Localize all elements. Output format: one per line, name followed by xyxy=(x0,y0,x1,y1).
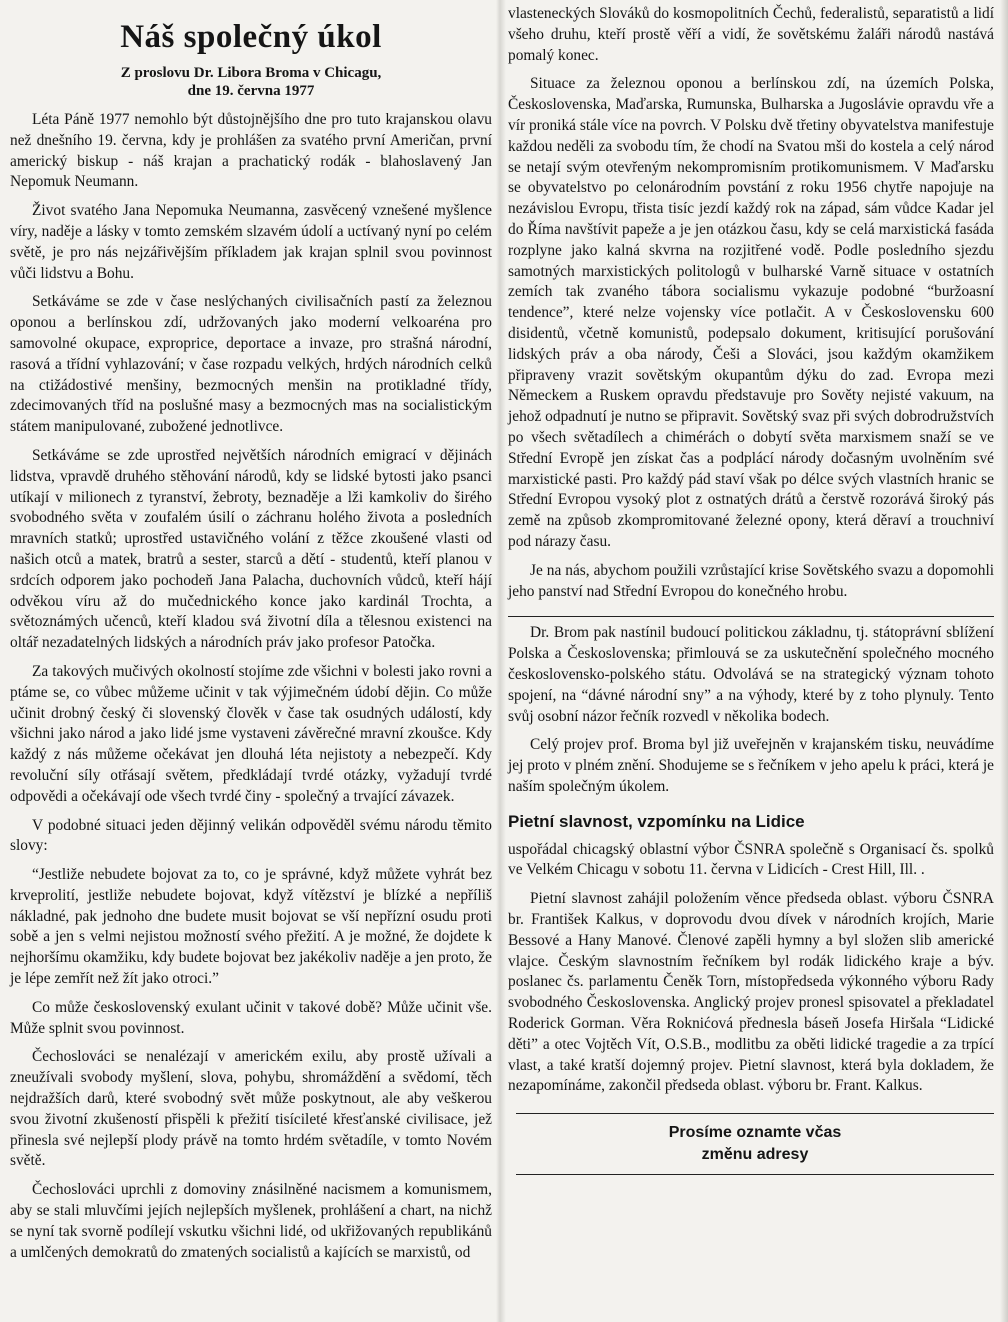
left-paragraph: Život svatého Jana Nepomuka Neumanna, zasvěcený vznešené myšlence víry, naděje a lásky v tomto zemském slzavém údolí a uctívaný nyní po celém světě, je pro nás nejzářivějším příkladem jak krajan splnil svou povinnost vůči lidstvu a Bohu. xyxy=(10,202,492,282)
subtitle-line-1: Z proslovu Dr. Libora Broma v Chicagu, xyxy=(120,65,382,81)
left-column xyxy=(10,14,492,1271)
summary-paragraph: Celý projev prof. Broma byl již uveřejněn v krajanském tisku, neuvádíme jej proto v plném znění. Shodujeme se s řečníkem v jeho apelu k práci, která je naším společným úkolem. xyxy=(508,736,994,795)
edge-shadow xyxy=(1000,0,1008,1322)
article-subtitle xyxy=(10,64,492,100)
left-paragraph: Setkáváme se zde v čase neslýchaných civilisačních pastí za železnou oponou a berlínskou zdí, udržovaných jako moderní velkoaréna pro samovolné okupace, exproprice, deportace a invaze, pro strašná národní, rasová a třídní vyhlazování; v čase rozpadu velkých, hrdých národních celků na ctižádostivé menšiny, bezmocných menšin na protikladné třídy, zdecimovaných tříd na poslušné masy a bezmocných mas na socialistickým státem manipulované, zubožené jednotlivce. xyxy=(10,293,492,436)
quote-paragraph: “Jestliže nebudete bojovat za to, co je správné, když můžete vyhrát bez krveprolití, jestliže nebudete bojovat, když vítězství je blízké a nepříliš nákladné, pak jednoho dne budete musit bojovat se vší nepřízní osudu proti sobě a jen s velmi nejistou možností svého přežití. A je možné, že dojdete k nejhoršímu okamžiku, kdy budete bojovat bez jakékoliv naděje a jen proto, že je lépe zemřít než žít jako otroci.” xyxy=(10,866,492,988)
right-column xyxy=(508,4,994,1175)
left-paragraph: Za takových mučivých okolností stojíme zde všichni v bolesti jako rovni a ptáme se, co vůbec můžeme učinit v tak výjimečném údobí dějin. Co může učinit drobný český či slovenský člověk v čase tak osudných událostí, kdy všichni jako národ a jako lidé jsme vystaveni závěrečné mravní zkoušce. Kdy každý z nás můžeme očekávat jen dlouhá léta nejistoty a nebezpečí. Kdy revoluční síly otřásají světem, předkládají tvrdé otázky, vyžadují tvrdé odpovědi a očekávají ode všech tvrdé činy - společný a trvající závazek. xyxy=(10,662,492,805)
notice-line-2: změnu adresy xyxy=(701,1146,809,1164)
right-paragraph: Je na nás, abychom použili vzrůstající krise Sovětského svazu a dopomohli jeho panství nad Střední Evropou do konečného hrobu. xyxy=(508,561,994,600)
left-paragraph: Čechoslováci se nenalézají v americkém exilu, aby prostě užívali a zneužívali svobody myšlení, slova, pohybu, shromáždění a svědomí, těch nejdražších darů, které svobodný svět může poskytnout, ale aby veškerou svou životní zkušeností přispěli k přežití tisícileté křesťanské civilisace, jež přinesla své nejlepší plody právě na tomto hrdém světadíle, v tomto Novém světě. xyxy=(10,1048,492,1170)
article-title: Náš společný úkol xyxy=(120,19,382,55)
left-paragraph: Setkáváme se zde uprostřed největších národních emigrací v dějinách lidstva, vpravdě druhého stěhování národů, kdy se lidské bytosti jako psanci utíkají v milionech z tyranství, žebroty, beznaděje a lži kamkoliv do širého svobodného světa v zoufalém úsilí o záchranu holého života a posledních mravních statků; uprostřed ustavičného volání z těžce zkoušené vlasti od našich otců a matek, bratrů a sester, starců a dětí - studentů, kteří planou v srdcích odporem jako pochodeň Jana Palacha, duchovních vůdců, kteří hájí odvěkou víru až do mučednického konce jako kardinál Trochta, a světoznámých učenců, kteří kladou svá životní díla a tělesnou existenci na oltář nezadatelných lidských a národních práv jako profesor Patočka. xyxy=(10,446,492,652)
notice-line-1: Prosíme oznamte včas xyxy=(668,1124,842,1142)
gutter-shadow xyxy=(496,0,506,1322)
left-paragraph: Co může československý exulant učinit v takové době? Může učinit vše. Může splnit svou povinnost. xyxy=(10,998,492,1037)
section-divider xyxy=(508,616,994,617)
subtitle-line-2: dne 19. června 1977 xyxy=(187,83,315,99)
left-paragraph: V podobné situaci jeden dějinný velikán odpověděl svému národu těmito slovy: xyxy=(10,816,492,855)
lidice-heading: Pietní slavnost, vzpomínku na Lidice xyxy=(508,811,805,831)
right-paragraph: Situace za železnou oponou a berlínskou zdí, na územích Polska, Československa, Maďarska, Rumunska, Bulharska a Jugoslávie opravdu vře a vír proniká stále více na povrch. V Polsku dvě třetiny obyvatelstva manifestuje každou neděli za svobodu tím, že chodí na Svatou mši do kostela a celý národ se netají svým otevřeným nekompromisním protikomunismem. V Maďarsku se obyvatelstvo po celonárodním povstání z roku 1956 chytře napojuje na nezávislou Evropu, třista tisíc jezdí každý rok na západ, sám vůdce Kadar jel do Říma navštívit papeže a je jen otázkou času, kdy se celá marxistická fasáda rozplyne jako kalná skvrna na rozjitřené vodě. Podle posledního sjezdu samotných marxistických politologů v bulharské Varně situace v ostatních zemích tak zvaného tábora socialismu vykazuje podobné “buržoasní tendence”, které nelze vojensky více potlačit. A v Československu 600 disidentů, včetně komunistů, podepsalo dokument, kritisující porušování lidských práv a oba národy, Češi a Slováci, jsou každým okamžikem připraveny vrazit sovětským okupantům dýku do zad. Evropa mezi Německem a Ruskem opravdu představuje pro Sověty nejisté vakuum, na jehož odpadnutí je nutno se připravit. Sovětský svaz při svých dobrodružstvích po všech světadílech a chimérách o dobytí světa marxismem snaží se ve Střední Evropě jen získat čas a podplácí národy dočasným uvolněním své marxistické pasti. Pro každý pád staví však po délce svých vlastních hranic se Střední Evropou vysoký plot z ostnatých drátů a čerstvě rozorává široký pás země na způsob zkompromitované železné opony, která děraví a trouchniví pod nárazy času. xyxy=(508,75,994,550)
left-paragraph: Čechoslováci uprchli z domoviny znásilněné nacismem a komunismem, aby se stali mluvčími jejích nejlepších myšlenek, prohlášení a chart, na nichž se nyní tak svorně podílejí vskutku všichni lidé, od ukřižovaných republikánů a umlčených demokratů do zmatených socialistů a kajících se marxistů, od xyxy=(10,1181,492,1261)
continued-paragraph: vlasteneckých Slováků do kosmopolitních Čechů, federalistů, separatistů a lidí všeho druhu, kteří prostě věří a vidí, že sovětskému žaláři národů nastává pomalý konec. xyxy=(508,5,994,64)
lidice-paragraph: Pietní slavnost zahájil položením věnce předseda oblast. výboru ČSNRA br. František Kalkus, v doprovodu dvou dívek v národních krojích, Marie Bessové a Hany Manové. Členové zapěli hymny a byl složen slib americké vlajce. Českým slavnostním řečníkem byl rodák lidického kraje a býv. poslanec čs. parlamentu Čeněk Torn, místopředseda výkonného výboru Rady svobodného Československa. Anglický projev pronesl spisovatel a překladatel Roderick Gorman. Věra Roknićová přednesla báseň Josefa Hiršala “Lidické děti” a otec Vojtěch Vít, O.S.B., modlitbu za oběti lidické tragedie a za trpící vlast, a také kratší dojemný projev. Pietní slavnost, která byla dokladem, že nezapomínáme, zakončil předseda oblast. výboru br. Frant. Kalkus. xyxy=(508,890,994,1095)
address-change-notice xyxy=(516,1113,994,1175)
lidice-paragraph: uspořádal chicagský oblastní výbor ČSNRA společně s Organisací čs. spolků ve Velkém Chicagu v sobotu 11. června v Lidicích - Crest Hill, Ill. . xyxy=(508,840,994,879)
summary-paragraph: Dr. Brom pak nastínil budoucí politickou základnu, tj. státoprávní sblížení Polska a Československa; přimlouvá se za uskutečnění společného mocného československo-polského státu. Odvolává se na strategický význam tohoto spojení, na “dávné národní sny” a na výhody, které by z toho plynuly. Tento svůj osobní názor řečník rozvedl v několika bodech. xyxy=(508,624,994,725)
left-paragraph: Léta Páně 1977 nemohlo být důstojnějšího dne pro tuto krajanskou olavu než dnešního 19. června, kdy je prohlášen za svatého první Američan, první americký biskup - náš krajan a prachatický rodák - blahoslavený Jan Nepomuk Neumann. xyxy=(10,111,492,191)
